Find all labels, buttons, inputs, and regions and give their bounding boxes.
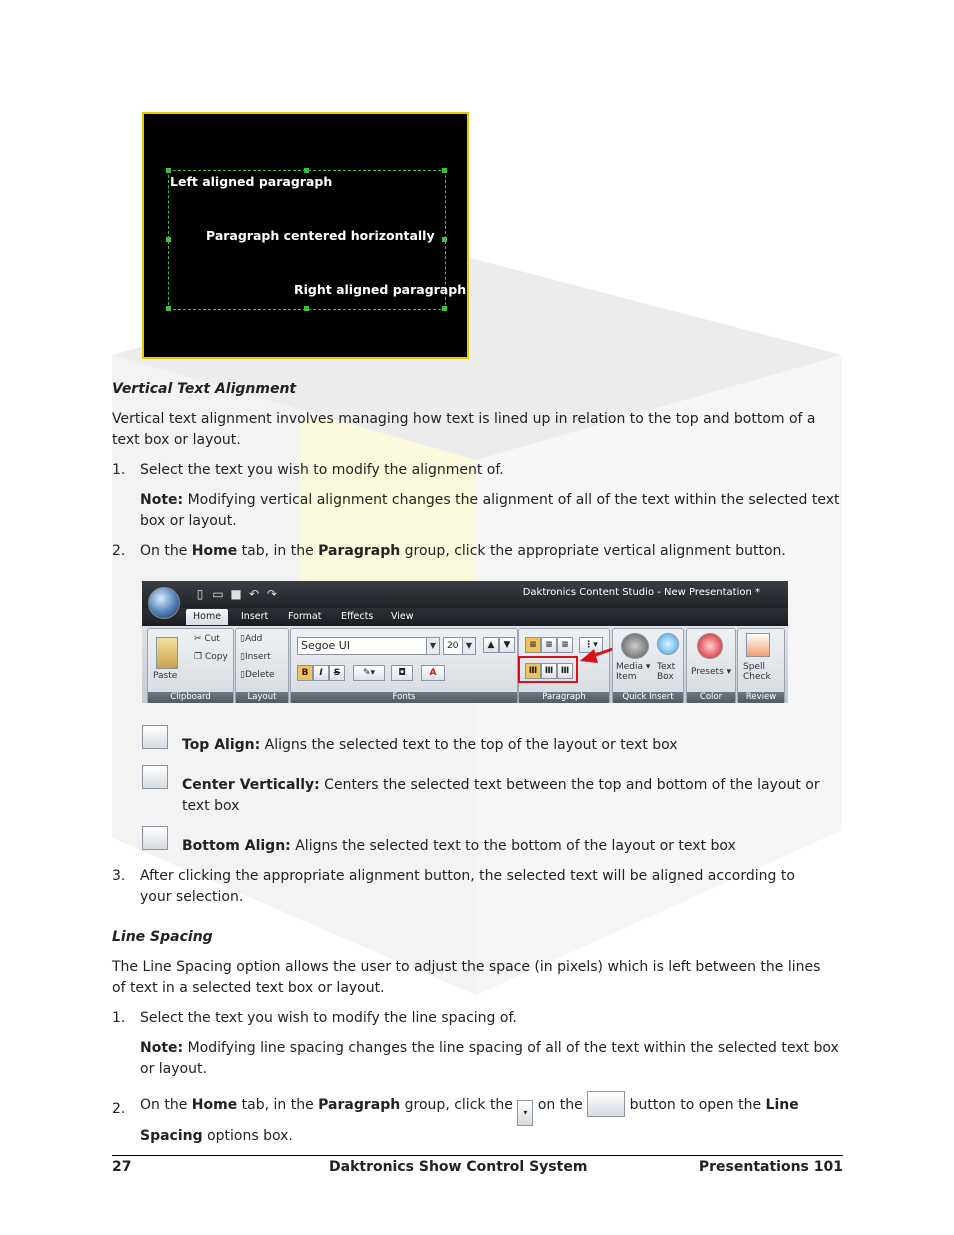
line-spacing-icon[interactable]: ⋮▾	[579, 637, 603, 653]
tab-home[interactable]: Home	[186, 609, 228, 625]
paragraph-line-spacing-intro: The Line Spacing option allows the user to adjust the space (in pixels) which is left between the lines of text in a selected text box or layout.	[112, 959, 821, 996]
review-label: Review	[738, 692, 784, 703]
text-box-icon[interactable]	[657, 633, 679, 655]
cut-button[interactable]: ✂ Cut	[194, 634, 220, 644]
step-1-text: Select the text you wish to modify the alignment of.	[140, 462, 504, 478]
layout-label: Layout	[236, 692, 288, 703]
paragraph-intro: Vertical text alignment involves managing how text is lined up in relation to the top and bottom of a text box or layout.	[112, 411, 816, 448]
note-label: Note:	[140, 492, 184, 508]
open-icon[interactable]: ▭	[212, 587, 224, 601]
tab-effects[interactable]: Effects	[341, 611, 374, 622]
highlight-color-button[interactable]: ✎▾	[353, 665, 385, 681]
tab-format[interactable]: Format	[288, 611, 322, 622]
paragraph-label: Paragraph	[519, 692, 609, 703]
text-box-button[interactable]: Text Box	[657, 662, 676, 682]
line-spacing-icon	[587, 1091, 625, 1117]
alignment-preview-image	[142, 112, 469, 359]
note-paragraph	[140, 490, 840, 531]
insert-layout-button[interactable]: ▯Insert	[240, 652, 271, 662]
review-group	[737, 628, 785, 703]
media-item-icon[interactable]	[621, 633, 649, 659]
step-3-text: After clicking the appropriate alignment button, the selected text will be aligned according to your selection.	[140, 868, 795, 905]
dropdown-arrow-icon: ▾	[517, 1100, 533, 1126]
step-number: 1.	[112, 462, 126, 478]
section-heading-vertical-alignment: Vertical Text Alignment	[112, 381, 297, 397]
spell-check-icon[interactable]	[746, 633, 770, 657]
undo-icon[interactable]: ↶	[248, 587, 260, 601]
spell-check-button[interactable]: Spell Check	[743, 662, 771, 682]
add-layout-button[interactable]: ▯Add	[240, 634, 263, 644]
note-text: Modifying vertical alignment changes the alignment of all of the text within the selected text box or layout.	[140, 492, 840, 529]
step-2-line-spacing: On the Home tab, in the Paragraph group, click the ▾ on the button to open the Line Spacing options box.	[140, 1091, 840, 1147]
top-align-icon[interactable]: Ⅲ	[525, 663, 541, 679]
window-title: Daktronics Content Studio - New Presentation *	[522, 587, 760, 598]
bullet-bottom-align: Bottom Align: Aligns the selected text to the bottom of the layout or text box	[182, 838, 736, 854]
new-icon[interactable]: ▯	[196, 587, 204, 601]
tab-insert[interactable]: Insert	[241, 611, 269, 622]
bottom-align-icon	[142, 826, 168, 850]
align-left-icon[interactable]: ≡	[525, 637, 541, 653]
bold-button[interactable]: B	[297, 665, 313, 681]
right-aligned-text: Right aligned paragraph	[294, 282, 467, 297]
top-align-icon	[142, 725, 168, 749]
quick-insert-label: Quick Insert	[613, 692, 683, 703]
step-1-line-spacing: Select the text you wish to modify the line spacing of.	[140, 1010, 517, 1026]
align-center-icon[interactable]: ≡	[541, 637, 557, 653]
note-line-spacing: Note: Modifying line spacing changes the line spacing of all of the text within the selected text box or layout.	[140, 1040, 839, 1077]
footer-section: Presentations 101	[698, 1159, 843, 1175]
media-item-button[interactable]: Media ▾ Item	[616, 662, 651, 682]
clipboard-label: Clipboard	[148, 692, 233, 703]
bullet-center-vertically: Center Vertically: Centers the selected text between the top and bottom of the layout or text box	[182, 777, 820, 814]
bullet-top-align: Top Align: Aligns the selected text to the top of the layout or text box	[182, 737, 678, 753]
tab-view[interactable]: View	[391, 611, 414, 622]
centered-text: Paragraph centered horizontally	[206, 228, 435, 243]
paste-button[interactable]: Paste	[153, 671, 178, 681]
page-footer	[112, 1155, 843, 1180]
step-number: 2.	[112, 1101, 126, 1117]
delete-layout-button[interactable]: ▯Delete	[240, 670, 275, 680]
step-2-text: On the Home tab, in the Paragraph group, click the appropriate vertical alignment button.	[140, 543, 786, 559]
outline-color-button[interactable]: ◘	[391, 665, 413, 681]
step-number: 3.	[112, 868, 126, 884]
strikethrough-button[interactable]: S	[329, 665, 345, 681]
step-number: 2.	[112, 543, 126, 559]
grow-font-button[interactable]: ▲	[483, 637, 499, 653]
step-number: 1.	[112, 1010, 126, 1026]
footer-title: Daktronics Show Control System	[329, 1159, 588, 1175]
bottom-align-icon[interactable]: Ⅲ	[557, 663, 573, 679]
shrink-font-button[interactable]: ▼	[499, 637, 515, 653]
section-heading-line-spacing: Line Spacing	[112, 929, 213, 945]
color-group	[686, 628, 736, 703]
ribbon-screenshot	[142, 581, 788, 703]
presets-button[interactable]: Presets ▾	[691, 667, 732, 677]
align-right-icon[interactable]: ≡	[557, 637, 573, 653]
center-vertically-icon	[142, 765, 168, 789]
italic-button[interactable]: I	[313, 665, 329, 681]
left-aligned-text: Left aligned paragraph	[170, 174, 333, 189]
font-size-combo[interactable]: 20 ▼	[443, 637, 476, 655]
save-icon[interactable]: ■	[230, 587, 242, 601]
fonts-label: Fonts	[291, 692, 517, 703]
text-color-button[interactable]: A	[421, 665, 445, 681]
font-name-combo[interactable]: Segoe UI ▼	[297, 637, 440, 655]
quick-insert-group	[612, 628, 684, 703]
center-vertically-icon[interactable]: Ⅲ	[541, 663, 557, 679]
redo-icon[interactable]: ↷	[266, 587, 278, 601]
presets-icon[interactable]	[697, 633, 723, 659]
color-label: Color	[687, 692, 735, 703]
page-number: 27	[112, 1159, 132, 1175]
copy-button[interactable]: ❐ Copy	[194, 652, 228, 662]
